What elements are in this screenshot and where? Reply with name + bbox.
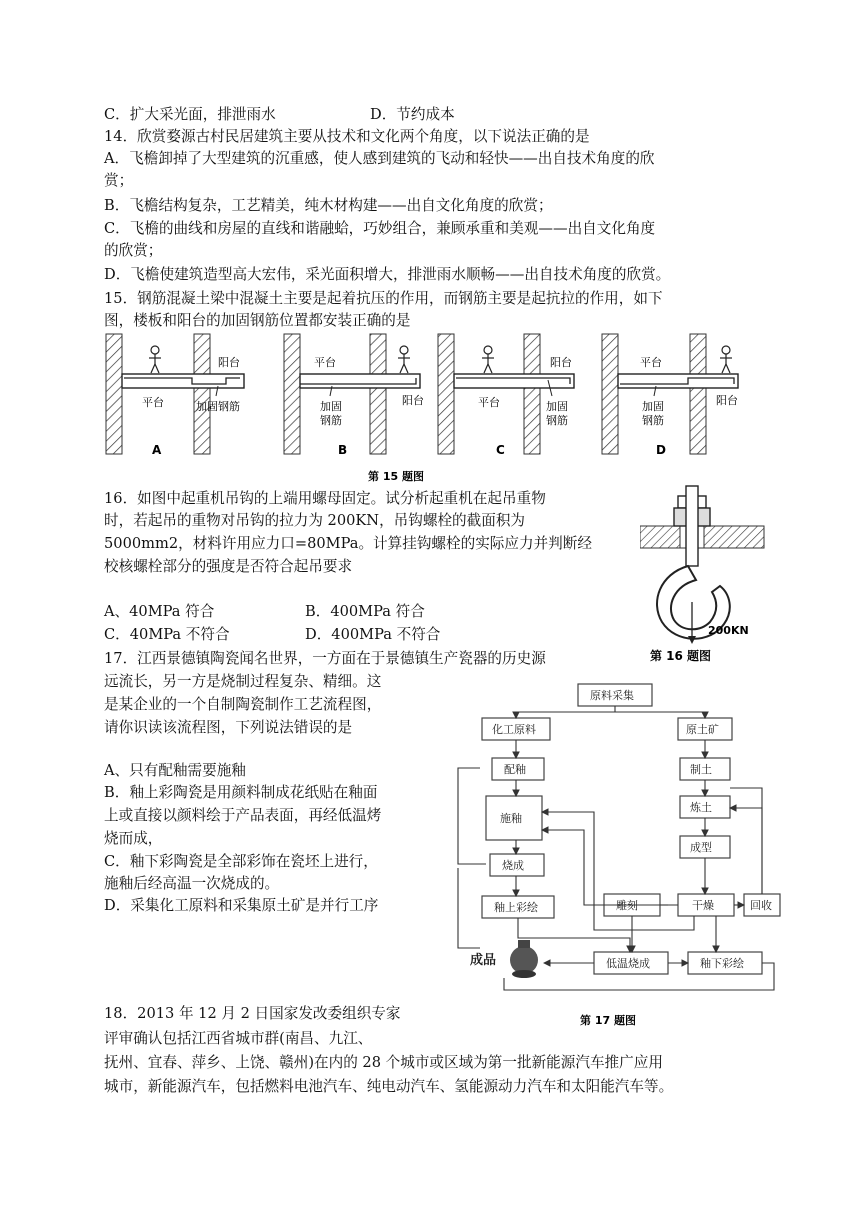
q17-stem-4: 请你识读该流程图，下列说法错误的是: [104, 719, 353, 736]
node-over: 釉上彩绘: [494, 901, 538, 914]
q18-stem-1: 18．2013 年 12 月 2 日国家发改委组织专家: [104, 1005, 401, 1022]
node-low: 低温烧成: [606, 957, 650, 970]
node-refine: 炼土: [690, 801, 712, 814]
q17-option-b-cont-2: 烧而成，: [104, 830, 163, 847]
q13-option-c: C．扩大采光面，排泄雨水: [104, 106, 276, 123]
label-rebar: 加固钢筋: [196, 400, 240, 413]
q18-stem-4: 城市，新能源汽车，包括燃料电池汽车、纯电动汽车、氢能源动力汽车和太阳能汽车等。: [104, 1078, 674, 1095]
q17-stem-1: 17．江西景德镇陶瓷闻名世界，一方面在于景德镇生产瓷器的历史源: [104, 650, 546, 667]
q17-option-c: C．釉下彩陶瓷是全部彩饰在瓷坯上进行，: [104, 853, 378, 870]
panel-label-d: D: [656, 443, 666, 457]
q17-option-d: D．采集化工原料和采集原土矿是并行工序: [104, 897, 379, 914]
q17-option-c-cont: 施釉后经高温一次烧成的。: [104, 875, 280, 892]
label-platform: 平台: [478, 396, 500, 409]
panel-label-a: A: [152, 443, 162, 457]
q16-option-c: C．40MPa 不符合: [104, 626, 230, 643]
q16-caption: 第 16 题图: [650, 649, 712, 662]
q17-stem-2: 远流长，另一方是烧制过程复杂、精细。这: [104, 673, 382, 690]
q17-option-b: B．釉上彩陶瓷是用颜料制成花纸贴在釉面: [104, 784, 378, 801]
label-rebar-1: 加固: [546, 400, 568, 413]
q17-caption: 第 17 题图: [580, 1014, 636, 1027]
q14-option-a: A．飞檐卸掉了大型建筑的沉重感，使人感到建筑的飞动和轻快——出自技术角度的欣: [104, 150, 655, 167]
q17-flowchart: [444, 678, 784, 1028]
q16-stem-2: 时，若起吊的重物对吊钩的拉力为 200KN，吊钩螺栓的截面积为: [104, 512, 526, 529]
q16-option-b: B．400MPa 符合: [305, 603, 425, 620]
q18-stem-3: 抚州、宜春、萍乡、上饶、赣州)在内的 28 个城市或区域为第一批新能源汽车推广应用: [104, 1054, 663, 1071]
panel-c: [438, 334, 574, 457]
label-balcony: 阳台: [218, 356, 240, 369]
load-label: 200KN: [708, 624, 749, 637]
label-rebar-2: 钢筋: [546, 414, 568, 427]
stick-figure: [720, 346, 732, 373]
q15-figure: [100, 328, 780, 488]
node-collect: 原料采集: [590, 689, 634, 702]
q14-option-c-cont: 的欣赏；: [104, 242, 163, 259]
label-rebar-2: 钢筋: [642, 414, 664, 427]
q16-hook-figure: [640, 482, 780, 662]
node-carve: 雕刻: [616, 899, 638, 912]
panel-label-c: C: [496, 443, 505, 457]
q16-option-a: A、40MPa 符合: [104, 603, 215, 620]
panel-b: [284, 334, 424, 457]
stick-figure: [149, 346, 161, 373]
q14-stem: 14．欣赏婺源古村民居建筑主要从技术和文化两个角度，以下说法正确的是: [104, 128, 590, 145]
node-recycle: 回收: [750, 899, 772, 912]
panel-label-b: B: [338, 443, 348, 457]
q16-option-d: D．400MPa 不符合: [305, 626, 441, 643]
q17-option-b-cont-1: 上或直接以颜料绘于产品表面，再经低温烤: [104, 807, 382, 824]
stick-figure: [482, 346, 494, 373]
q18-stem-2: 评审确认包括江西省城市群(南昌、九江、: [104, 1030, 373, 1047]
label-rebar-1: 加固: [642, 400, 664, 413]
q17-stem-3: 是某企业的一个自制陶瓷制作工艺流程图，: [104, 696, 382, 713]
q13-option-d: D．节约成本: [370, 106, 455, 123]
q15-caption: 第 15 题图: [368, 470, 424, 483]
q14-option-d: D．飞檐使建筑造型高大宏伟，采光面积增大，排泄雨水顺畅——出自技术角度的欣赏。: [104, 266, 671, 283]
node-fire: 烧成: [502, 859, 524, 872]
panel-d: [602, 334, 738, 457]
node-form: 成型: [690, 841, 712, 854]
vase-icon: [510, 940, 538, 978]
label-platform: 平台: [142, 396, 164, 409]
node-dry: 干燥: [692, 899, 714, 912]
q16-stem-4: 校核螺栓部分的强度是否符合起吊要求: [104, 558, 353, 575]
label-balcony: 阳台: [402, 394, 424, 407]
node-glaze: 施釉: [500, 812, 522, 825]
q14-option-c: C．飞檐的曲线和房屋的直线和谐融蛤，巧妙组合，兼顾承重和美观——出自文化角度: [104, 220, 656, 237]
label-balcony: 阳台: [716, 394, 738, 407]
label-rebar-2: 钢筋: [320, 414, 342, 427]
q14-option-a-cont: 赏；: [104, 172, 134, 189]
node-ore: 原土矿: [686, 723, 719, 736]
node-under: 釉下彩绘: [700, 957, 744, 970]
label-balcony: 阳台: [550, 356, 572, 369]
label-platform: 平台: [314, 356, 336, 369]
node-make: 制土: [690, 763, 712, 776]
q15-stem: 15．钢筋混凝土梁中混凝土主要是起着抗压的作用，而钢筋主要是起抗拉的作用，如下: [104, 290, 663, 307]
q17-option-a: A、只有配釉需要施釉: [104, 762, 246, 779]
q16-stem-3: 5000mm2，材料许用应力口=80MPa。计算挂钩螺栓的实际应力并判断经: [104, 535, 592, 552]
panel-a: [106, 334, 244, 457]
label-platform: 平台: [640, 356, 662, 369]
q15-stem-cont: 图，楼板和阳台的加固钢筋位置都安装正确的是: [104, 312, 411, 329]
q16-stem-1: 16．如图中起重机吊钩的上端用螺母固定。试分析起重机在起吊重物: [104, 490, 546, 507]
stick-figure: [398, 346, 410, 373]
node-chem: 化工原料: [492, 723, 536, 736]
label-rebar-1: 加固: [320, 400, 342, 413]
node-product: 成品: [470, 953, 497, 968]
node-mix: 配釉: [504, 763, 526, 776]
q14-option-b: B．飞檐结构复杂，工艺精美，纯木材构建——出自文化角度的欣赏；: [104, 197, 553, 214]
